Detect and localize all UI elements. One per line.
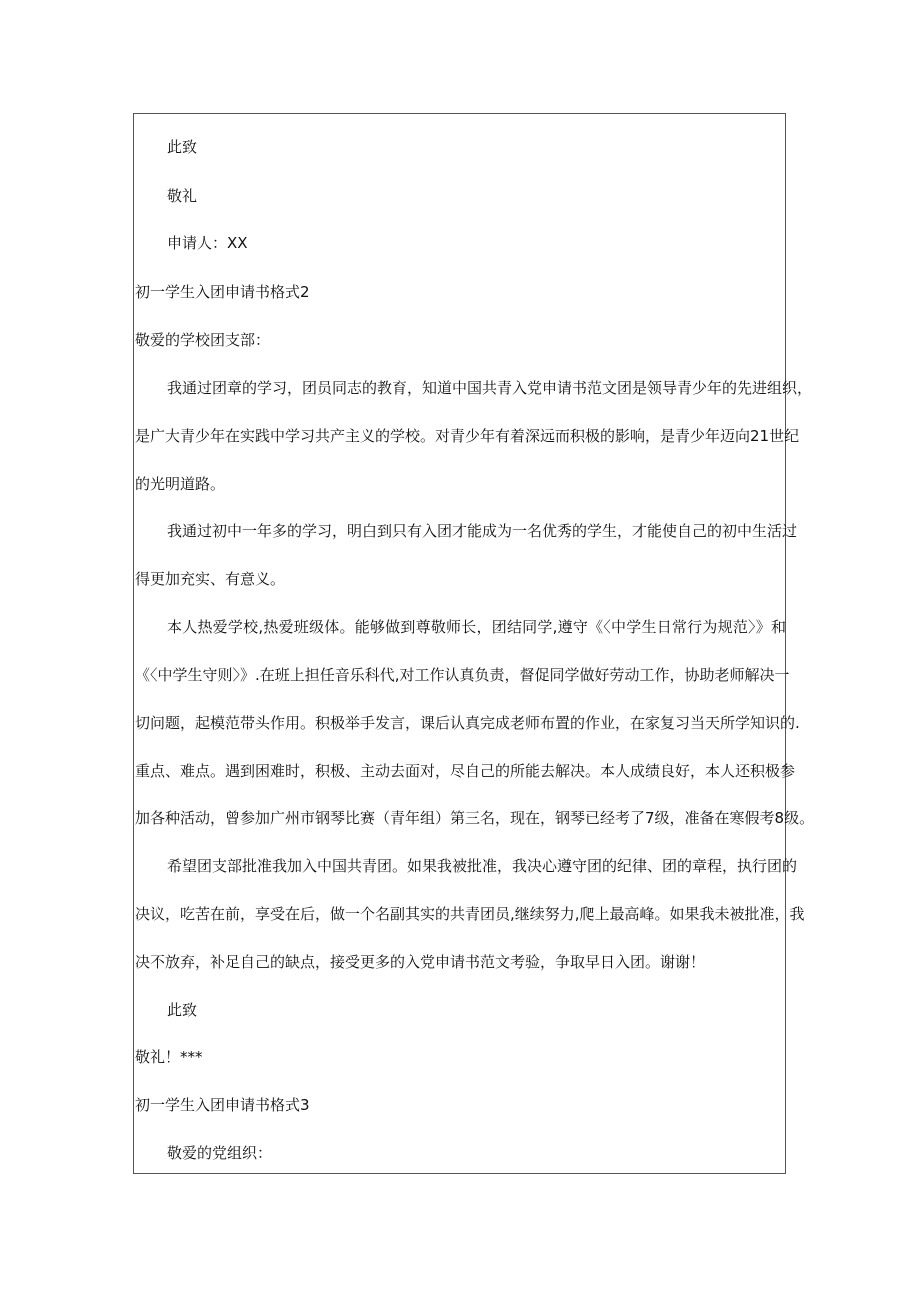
paragraph-line: 是广大青少年在实践中学习共产主义的学校。对青少年有着深远而积极的影响，是青少年迈向21世纪 bbox=[135, 427, 800, 445]
paragraph-line: 决不放弃，补足自己的缺点，接受更多的入党申请书范文考验，争取早日入团。谢谢！ bbox=[135, 953, 706, 971]
section-heading-3: 初一学生入团申请书格式3 bbox=[135, 1096, 310, 1114]
paragraph-line: 我通过初中一年多的学习，明白到只有入团才能成为一名优秀的学生，才能使自己的初中生活过 bbox=[167, 522, 798, 540]
closing-salutation: 此致 bbox=[167, 138, 198, 156]
closing-salutation: 此致 bbox=[167, 1001, 198, 1019]
paragraph-line: 的光明道路。 bbox=[135, 475, 226, 493]
paragraph-line: 得更加充实、有意义。 bbox=[135, 570, 286, 588]
greeting-line: 敬爱的党组织： bbox=[167, 1144, 273, 1162]
paragraph-line: 我通过团章的学习，团员同志的教育，知道中国共青入党申请书范文团是领导青少年的先进组织， bbox=[167, 379, 813, 397]
paragraph-line: 重点、难点。遇到困难时，积极、主动去面对，尽自己的所能去解决。本人成绩良好，本人还积极参 bbox=[135, 762, 796, 780]
page-frame bbox=[133, 113, 815, 1174]
applicant-signature: 申请人：XX bbox=[167, 234, 248, 252]
paragraph-line: 决议，吃苦在前，享受在后，做一个名副其实的共青团员,继续努力,爬上最高峰。如果我未被批准，我 bbox=[135, 905, 805, 923]
paragraph-line: 希望团支部批准我加入中国共青团。如果我被批准，我决心遵守团的纪律、团的章程，执行团的 bbox=[167, 857, 798, 875]
paragraph-line: 《〈中学生守则〉》.在班上担任音乐科代,对工作认真负责，督促同学做好劳动工作，协助老师解决一 bbox=[135, 666, 790, 684]
paragraph-line: 本人热爱学校,热爱班级体。能够做到尊敬师长，团结同学,遵守《〈中学生日常行为规范〉》和 bbox=[167, 618, 786, 636]
closing-regards: 敬礼！*** bbox=[135, 1048, 203, 1066]
paragraph-line: 加各种活动，曾参加广州市钢琴比赛（青年组）第三名，现在，钢琴已经考了7级，准备在寒假考8级。 bbox=[135, 809, 815, 827]
section-heading-2: 初一学生入团申请书格式2 bbox=[135, 283, 310, 301]
paragraph-line: 切问题，起模范带头作用。积极举手发言，课后认真完成老师布置的作业，在家复习当天所学知识的. bbox=[135, 714, 800, 732]
closing-regards: 敬礼 bbox=[167, 187, 198, 205]
greeting-line: 敬爱的学校团支部： bbox=[135, 331, 271, 349]
